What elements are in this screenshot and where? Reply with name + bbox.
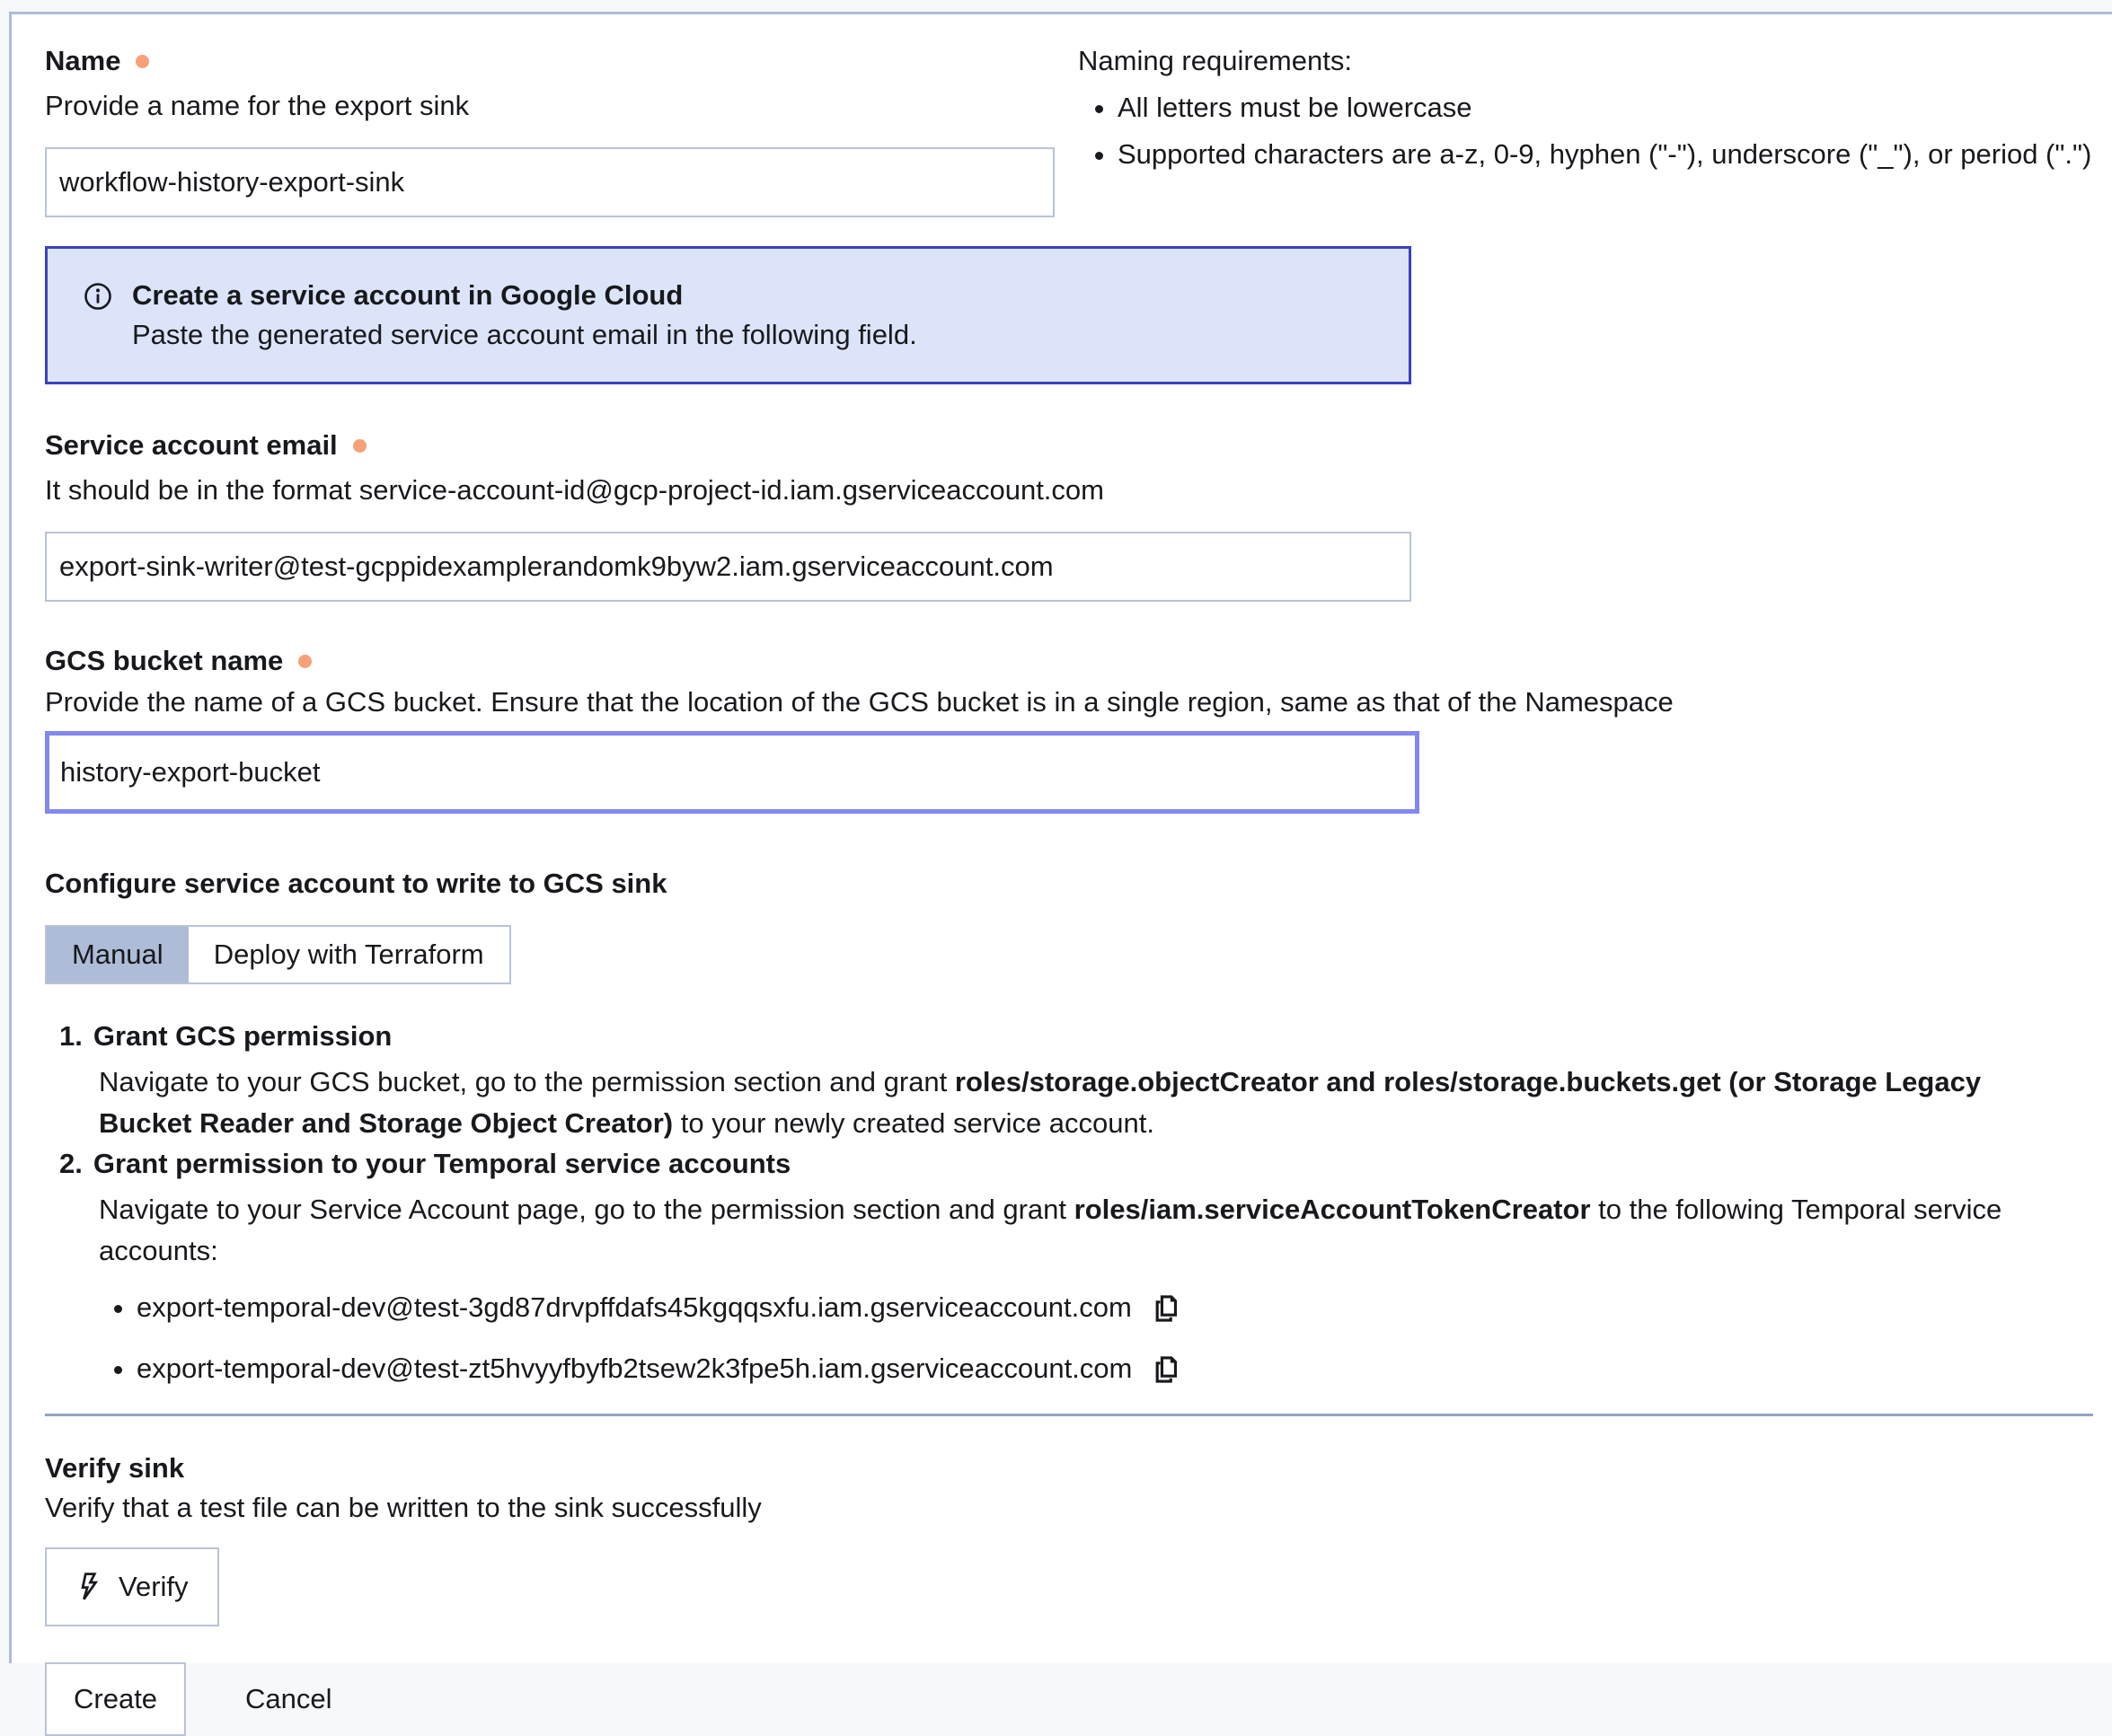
name-and-requirements-row <box>45 41 2094 217</box>
manual-steps <box>45 1017 2094 1388</box>
naming-requirements-list <box>1078 88 2094 174</box>
gcs-bucket-name-input[interactable] <box>45 731 1419 814</box>
form-actions <box>45 1662 2094 1736</box>
service-account-email: export-temporal-dev@test-3gd87drvpffdafs45kgqqsxfu.iam.gserviceaccount.com <box>137 1291 1132 1323</box>
info-banner-title: Create a service account in Google Cloud <box>132 276 917 315</box>
info-icon <box>84 282 112 311</box>
create-button[interactable]: Create <box>45 1662 186 1736</box>
section-divider <box>45 1414 2093 1416</box>
copy-icon[interactable] <box>1152 1354 1180 1385</box>
step-1-title-row <box>59 1017 2094 1056</box>
service-account-label: Service account email <box>45 426 338 465</box>
lightning-icon <box>75 1571 102 1603</box>
service-account-helper-text: It should be in the format service-account-id@gcp-project-id.iam.gserviceaccount.com <box>45 471 2094 510</box>
tab-manual[interactable]: Manual <box>47 927 189 983</box>
info-banner-text <box>132 276 917 355</box>
naming-requirement-item: • Supported characters are a-z, 0-9, hyphen ("-"), underscore ("_"), or period (".") <box>1118 135 2094 174</box>
export-sink-form-panel <box>9 12 2112 1663</box>
bucket-label: GCS bucket name <box>45 641 283 681</box>
verify-sink-title: Verify sink <box>45 1449 2094 1488</box>
service-account-item <box>137 1288 2094 1327</box>
tab-deploy-with-terraform[interactable]: Deploy with Terraform <box>189 927 509 983</box>
required-dot-icon <box>353 439 367 453</box>
step-2-body-roles: roles/iam.serviceAccountTokenCreator <box>1074 1194 1591 1225</box>
step-2-title-row <box>59 1144 2094 1184</box>
service-account-email: export-temporal-dev@test-zt5hvyyfbyfb2tsew2k3fpe5h.iam.gserviceaccount.com <box>137 1353 1132 1384</box>
step-1-title: Grant GCS permission <box>93 1017 392 1056</box>
step-1-body-suffix: to your newly created service account. <box>673 1107 1154 1139</box>
name-label-row <box>45 41 1055 81</box>
naming-requirement-item: • All letters must be lowercase <box>1118 88 2094 128</box>
naming-requirements <box>1078 41 2094 217</box>
name-helper-text: Provide a name for the export sink <box>45 86 1055 126</box>
step-2-title: Grant permission to your Temporal service accounts <box>93 1144 791 1184</box>
temporal-service-account-list <box>99 1288 2094 1388</box>
step-2-number: 2. <box>59 1144 83 1184</box>
bucket-helper-text: Provide the name of a GCS bucket. Ensure that the location of the GCS bucket is in a single region, same as that of the Namespace <box>45 683 2094 722</box>
name-field-group <box>45 41 1055 217</box>
verify-button[interactable] <box>45 1547 219 1626</box>
step-2-body <box>99 1189 2066 1272</box>
name-input[interactable] <box>45 147 1055 217</box>
info-banner <box>45 246 1411 384</box>
step-1-body-roles: roles/storage.objectCreator and roles/storage.buckets.get (or Storage Legacy Bucket Reader and Storage Object Creator) <box>99 1066 1981 1139</box>
step-1-number: 1. <box>59 1017 83 1056</box>
step-2-body-suffix: to the following Temporal service accounts: <box>99 1194 2002 1266</box>
configure-section-title: Configure service account to write to GCS sink <box>45 864 2094 903</box>
step-1-body <box>99 1062 2066 1144</box>
configure-tab-group <box>45 925 511 984</box>
verify-button-label: Verify <box>119 1571 189 1603</box>
service-account-label-row <box>45 426 2094 465</box>
verify-sink-helper: Verify that a test file can be written to the sink successfully <box>45 1488 2094 1528</box>
service-account-item <box>137 1349 2094 1388</box>
info-banner-description: Paste the generated service account email in the following field. <box>132 315 917 355</box>
cancel-button[interactable]: Cancel <box>245 1683 332 1715</box>
required-dot-icon <box>136 55 149 68</box>
bucket-label-row <box>45 641 2094 681</box>
name-label: Name <box>45 41 120 81</box>
step-2-body-prefix: Navigate to your Service Account page, go to the permission section and grant <box>99 1194 1074 1225</box>
required-dot-icon <box>298 655 312 668</box>
naming-requirements-title: Naming requirements: <box>1078 41 2094 81</box>
service-account-email-input[interactable] <box>45 532 1411 602</box>
copy-icon[interactable] <box>1152 1293 1180 1324</box>
step-1-body-prefix: Navigate to your GCS bucket, go to the permission section and grant <box>99 1066 955 1097</box>
